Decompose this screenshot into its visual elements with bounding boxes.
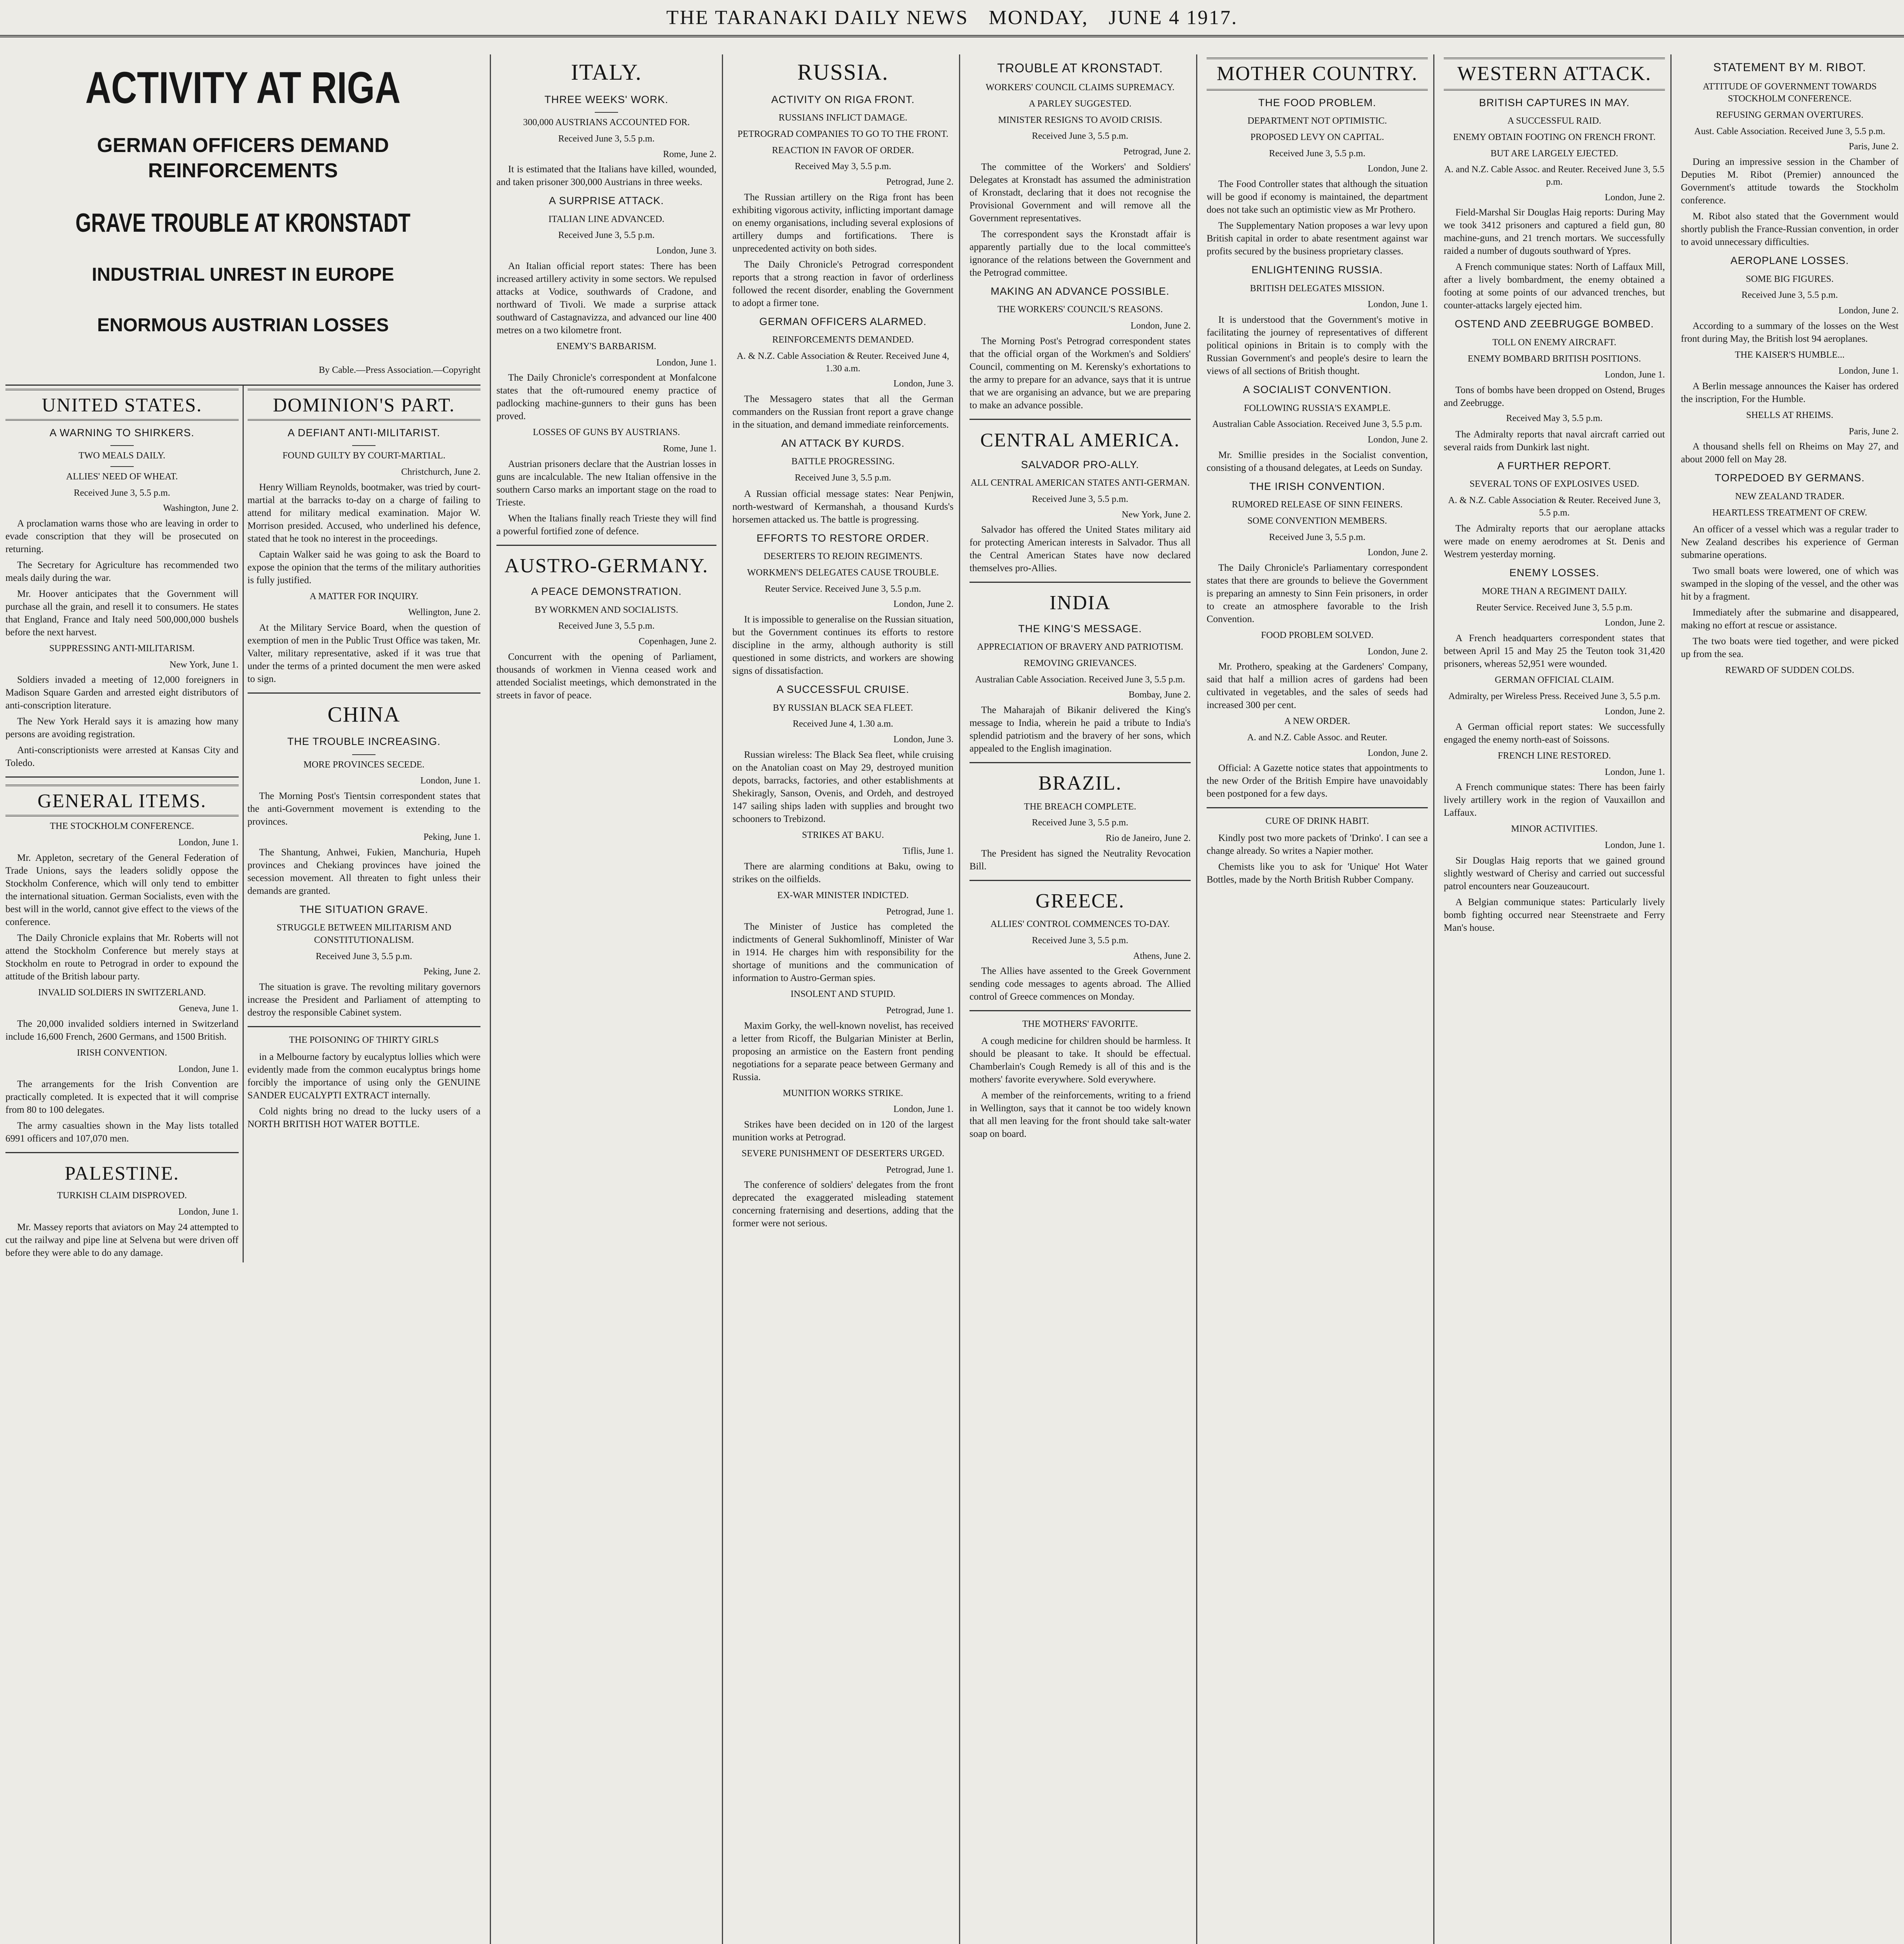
paragraph: Mr. Prothero, speaking at the Gardeners' Company, said that half a million acres of gardens had been cultivated in vegetables, and the sales of seeds had increased 300 per cent. xyxy=(1207,661,1428,711)
paragraph: A thousand shells fell on Rheims on May 27, and about 2000 fell on May 28. xyxy=(1681,441,1899,465)
paragraph: Salvador has offered the United States military aid for protecting American interests in Salvador. Thus all the Central American States have now declared themselves pro-Allies. xyxy=(969,524,1191,574)
place-date: London, June 1. xyxy=(178,1064,239,1074)
place-date: London, June 1. xyxy=(1838,366,1899,376)
subhead: A PEACE DEMONSTRATION. xyxy=(531,586,682,598)
paragraph: A German official report states: We successfully engaged the enemy north-east of Soissons. xyxy=(1444,721,1665,745)
subhead: MUNITION WORKS STRIKE. xyxy=(783,1088,903,1098)
paragraph: The Morning Post's Petrograd correspondent states that the official organ of the Workmen's and Soldiers' Council, commenting on M. Kerensky's exhortations to the army to prepare for an advance, says that it is untrue that we are organising an advance, but we are preparing to make an advance possible. xyxy=(969,336,1191,411)
paragraph: Captain Walker said he was going to ask the Board to expose the opinion that the terms of the military authorities is fully justified. xyxy=(247,549,480,586)
paragraph: Mr. Massey reports that aviators on May 24 attempted to cut the railway and pipe line at Selvena but were driven off before they were able to do any damage. xyxy=(5,1222,239,1258)
advert-text: Kindly post two more packets of 'Drinko'. I can see a change already. So writes a Napier mother. xyxy=(1207,832,1428,856)
subhead: ALLIES' NEED OF WHEAT. xyxy=(66,471,178,482)
lead-subhead-1: GERMAN OFFICERS DEMAND REINFORCEMENTS xyxy=(97,134,389,182)
paragraph: The Admiralty reports that our aeroplane attacks were made on enemy aerodromes at St. Denis and Westrem yesterday morning. xyxy=(1444,523,1665,560)
paragraph: The Maharajah of Bikanir delivered the King's message to India, wherein he paid a tribute to India's splendid patriotism and the bravery of her sons, which appealed to the English imagination. xyxy=(969,705,1191,754)
paragraph: The New York Herald says it is amazing how many persons are avoiding registration. xyxy=(5,716,239,740)
paragraph: Two small boats were lowered, one of which was swamped in the sloping of the vessel, and the other was hit by a fragment. xyxy=(1681,566,1899,602)
dateline: Received June 3, 5.5 p.m. xyxy=(316,951,412,962)
subhead: A WARNING TO SHIRKERS. xyxy=(49,427,195,439)
dateline: Australian Cable Association. Received June 3, 5.5 p.m. xyxy=(975,674,1185,685)
paragraph: During an impressive session in the Chamber of Deputies M. Ribot (Premier) announced the Government's attitude towards the Stockholm conference. xyxy=(1681,156,1899,206)
subhead: DEPARTMENT NOT OPTIMISTIC. xyxy=(1247,116,1387,126)
subhead: MORE PROVINCES SECEDE. xyxy=(303,759,424,770)
subhead: A NEW ORDER. xyxy=(1284,716,1350,727)
paragraph: The Food Controller states that although the situation will be good if economy is maintained, the department does not take such an optimistic view as Mr Prothero. xyxy=(1207,178,1428,215)
paragraph: The situation is grave. The revolting military governors increase the President and Parliament of attempting to destroy the responsible Cabinet system. xyxy=(247,981,480,1018)
section-title: PALESTINE. xyxy=(65,1162,180,1184)
column-italy xyxy=(490,54,723,1944)
subhead: THE STOCKHOLM CONFERENCE. xyxy=(50,821,194,832)
place-date: London, June 2. xyxy=(1605,192,1665,203)
subhead: LOSSES OF GUNS BY AUSTRIANS. xyxy=(533,427,680,438)
paragraph: The Daily Chronicle explains that Mr. Roberts will not attend the Stockholm Conference but merely stays at Stockholm en route to Petrograd in order to expound the attitude of the British labour party. xyxy=(5,932,239,982)
subhead: TORPEDOED BY GERMANS. xyxy=(1714,472,1865,484)
place-date: New York, June 2. xyxy=(1121,509,1191,520)
paragraph: Tons of bombs have been dropped on Ostend, Bruges and Zeebrugge. xyxy=(1444,385,1665,408)
dateline: Aust. Cable Association. Received June 3, 5.5 p.m. xyxy=(1694,126,1885,136)
place-date: London, June 2. xyxy=(1838,305,1899,316)
paragraph: The 20,000 invalided soldiers interned in Switzerland include 16,600 French, 2600 Germans, and 1500 British. xyxy=(5,1019,239,1042)
subhead: ALL CENTRAL AMERICAN STATES ANTI-GERMAN. xyxy=(970,478,1190,488)
column-western-attack xyxy=(1438,54,1672,1944)
place-date: London, June 1. xyxy=(420,776,480,786)
subhead: MINISTER RESIGNS TO AVOID CRISIS. xyxy=(998,115,1162,125)
subhead: GERMAN OFFICERS ALARMED. xyxy=(759,315,927,327)
subhead: ENEMY LOSSES. xyxy=(1509,567,1600,579)
section-title: INDIA xyxy=(1049,592,1111,614)
place-date: Rio de Janeiro, June 2. xyxy=(1106,833,1191,844)
paragraph: Mr. Appleton, secretary of the General Federation of Trade Unions, says the leaders solidly oppose the Stockholm Conference, which will only tend to embitter the international situation. German Socialists, even with the best will in the world, cannot give effect to the views of the conference. xyxy=(5,852,239,927)
paragraph: A French communique states: There has been fairly lively artillery work in the region of Vauxaillon and Laffaux. xyxy=(1444,782,1665,818)
subhead: ENEMY'S BARBARISM. xyxy=(556,341,657,351)
dateline: A. & N.Z. Cable Association & Reuter. Received June 3, 5.5 p.m. xyxy=(1448,495,1661,518)
place-date: London, June 2. xyxy=(1368,748,1428,758)
subhead: A SUCCESSFUL CRUISE. xyxy=(776,684,910,696)
sub-column-dominion xyxy=(244,386,481,1262)
subhead: BY WORKMEN AND SOCIALISTS. xyxy=(535,605,678,615)
subhead: INSOLENT AND STUPID. xyxy=(790,989,896,1000)
place-date: London, June 2. xyxy=(1605,706,1665,717)
subhead: BY RUSSIAN BLACK SEA FLEET. xyxy=(773,703,913,713)
section-title: CENTRAL AMERICA. xyxy=(980,428,1180,451)
paragraph: Soldiers invaded a meeting of 12,000 foreigners in Madison Square Garden and arrested eight distributors of anti-conscription literature. xyxy=(5,675,239,711)
dateline: Received May 3, 5.5 p.m. xyxy=(795,161,891,172)
place-date: Copenhagen, June 2. xyxy=(639,636,716,647)
place-date: London, June 2. xyxy=(1368,547,1428,558)
subhead: TURKISH CLAIM DISPROVED. xyxy=(57,1191,187,1201)
sub-column-us xyxy=(5,386,244,1262)
subhead: HEARTLESS TREATMENT OF CREW. xyxy=(1712,507,1867,518)
section-title: CHINA xyxy=(327,702,400,727)
paragraph: It is estimated that the Italians have killed, wounded, and taken prisoner 300,000 Austrians in three weeks. xyxy=(496,164,716,188)
paragraph: There are alarming conditions at Baku, owing to strikes on the oilfields. xyxy=(732,861,954,885)
subhead: INVALID SOLDIERS IN SWITZERLAND. xyxy=(38,987,206,998)
paragraph: A Berlin message announces the Kaiser has ordered the inscription, For the Humble. xyxy=(1681,381,1899,404)
dateline: Received June 3, 5.5 p.m. xyxy=(73,488,170,498)
subhead: TWO MEALS DAILY. xyxy=(79,451,166,461)
subhead: MAKING AN ADVANCE POSSIBLE. xyxy=(990,285,1170,297)
paragraph: An officer of a vessel which was a regular trader to New Zealand describes his experience of German submarine operations. xyxy=(1681,524,1899,561)
subhead: FRENCH LINE RESTORED. xyxy=(1498,750,1611,761)
section-title: MOTHER COUNTRY. xyxy=(1207,58,1428,91)
subhead: THE IRISH CONVENTION. xyxy=(1249,480,1385,492)
advert-text: in a Melbourne factory by eucalyptus lollies which were evidently made from the common eucalyptus brings home forcibly the importance of using only the GENUINE SANDER EUCALYPTI EXTRACT internally. xyxy=(247,1051,480,1101)
paragraph: At the Military Service Board, when the question of exemption of men in the Public Trust Office was taken, Mr. Valter, military representative, asked if it was true that under the terms of a printed document the men were asked to sign. xyxy=(247,622,480,684)
place-date: Peking, June 2. xyxy=(423,967,480,977)
place-date: London, June 2. xyxy=(1368,434,1428,445)
place-date: London, June 3. xyxy=(656,246,716,256)
paragraph: Strikes have been decided on in 120 of the largest munition works at Petrograd. xyxy=(732,1119,954,1143)
dateline: Received May 3, 5.5 p.m. xyxy=(1506,413,1603,423)
column-statement xyxy=(1675,54,1904,1944)
place-date: Washington, June 2. xyxy=(163,503,239,514)
dateline: Received June 3, 5.5 p.m. xyxy=(558,621,655,631)
paragraph: The correspondent says the Kronstadt affair is apparently partially due to the local committee's ignorance of the relations between the Government and the Petrograd committee. xyxy=(969,229,1191,278)
subhead: IRISH CONVENTION. xyxy=(77,1048,167,1058)
subhead: OSTEND AND ZEEBRUGGE BOMBED. xyxy=(1455,318,1654,330)
paragraph: The Daily Chronicle's Petrograd correspondent reports that a strong reaction in favor of orderliness followed the recent disorder, enabling the Government to adopt a firmer tone. xyxy=(732,259,954,308)
paragraph: The Minister of Justice has completed the indictments of General Sukhomlinoff, Minister of War in 1914. He charges him with responsibility for the shortage of munitions and the communication of information to Austro-German spies. xyxy=(732,921,954,984)
paragraph: When the Italians finally reach Trieste they will find a powerful fortified zone of defence. xyxy=(496,513,716,537)
subhead: AN ATTACK BY KURDS. xyxy=(781,437,905,449)
lead-subhead-2: GRAVE TROUBLE AT KRONSTADT xyxy=(75,208,410,238)
place-date: London, June 1. xyxy=(178,1207,239,1217)
subhead: SALVADOR PRO-ALLY. xyxy=(1021,458,1139,470)
place-date: Paris, June 2. xyxy=(1849,426,1899,437)
subhead: THE FOOD PROBLEM. xyxy=(1258,96,1376,108)
place-date: London, June 1. xyxy=(1605,840,1665,850)
section-title: TROUBLE AT KRONSTADT. xyxy=(997,61,1163,75)
column-russia xyxy=(727,54,960,1944)
advert-heading: THE MOTHERS' FAVORITE. xyxy=(1022,1019,1138,1030)
place-date: Geneva, June 1. xyxy=(179,1003,239,1014)
subhead: MINOR ACTIVITIES. xyxy=(1511,824,1598,834)
subhead: PETROGRAD COMPANIES TO GO TO THE FRONT. xyxy=(737,129,949,139)
paragraph: The Daily Chronicle's Parliamentary correspondent states that there are grounds to believe the Government is preparing an amnesty to Sinn Fein prisoners, in order to create an atmosphere favorable to the Irish Convention. xyxy=(1207,562,1428,624)
subhead: REMOVING GRIEVANCES. xyxy=(1024,658,1137,669)
paragraph: It is understood that the Government's motive in facilitating the journey of representatives of different political opinions in Britain is to comply with the Russian Government's and people's desire to learn the views of all sections of British thought. xyxy=(1207,314,1428,376)
subhead: REFUSING GERMAN OVERTURES. xyxy=(1716,110,1864,120)
advert-text: Chemists like you to ask for 'Unique' Hot Water Bottles, made by the North British Rubber Company. xyxy=(1207,861,1428,885)
place-date: Rome, June 2. xyxy=(663,149,716,159)
subhead: 300,000 AUSTRIANS ACCOUNTED FOR. xyxy=(523,117,690,128)
dateline: A. and N.Z. Cable Assoc. and Reuter. xyxy=(1247,732,1387,743)
subhead: RUSSIANS INFLICT DAMAGE. xyxy=(779,113,907,123)
dateline: Received June 3, 5.5 p.m. xyxy=(558,133,655,144)
main-headline: ACTIVITY AT RIGA xyxy=(85,63,401,113)
subhead: SOME CONVENTION MEMBERS. xyxy=(1247,516,1387,526)
paragraph: The committee of the Workers' and Soldiers' Delegates at Kronstadt has assumed the administration of Kronstadt, declaring that it does not recognise the Provisional Government and will remove all the Government representatives. xyxy=(969,161,1191,224)
place-date: Athens, June 2. xyxy=(1133,951,1191,961)
paragraph: The Supplementary Nation proposes a war levy upon British capital in order to abate resentment against war profits secured by the business proprietary classes. xyxy=(1207,220,1428,257)
dateline: Received June 3, 5.5 p.m. xyxy=(1269,148,1366,159)
subhead: SEVERE PUNISHMENT OF DESERTERS URGED. xyxy=(741,1149,945,1159)
paragraph: Maxim Gorky, the well-known novelist, has received a letter from Ricoff, the Bulgarian Minister at Berlin, proposing an armistice on the Eastern front pending negotiations for a separate peace between Germany and Russia. xyxy=(732,1020,954,1082)
subhead: A FURTHER REPORT. xyxy=(1497,460,1612,472)
dateline: A. & N.Z. Cable Association & Reuter. Received June 4, 1.30 a.m. xyxy=(737,351,949,374)
subhead: DESERTERS TO REJOIN REGIMENTS. xyxy=(763,551,922,562)
dateline: Received June 3, 5.5 p.m. xyxy=(1032,818,1128,828)
section-title: WESTERN ATTACK. xyxy=(1444,58,1665,91)
paragraph: Henry William Reynolds, bootmaker, was tried by court-martial at the barracks to-day on a charge of failing to attend for military medical examination. Major W. Morrison presided. Accused, who underlined his defence, stated that he took no interest in the proceedings. xyxy=(247,482,480,544)
subhead: STRUGGLE BETWEEN MILITARISM AND CONSTITUTIONALISM. xyxy=(276,923,451,945)
paragraph: A French communique states: North of Laffaux Mill, after a lively bombardment, the enemy obtained a footing at some points of our advanced trenches, but counter-attacks largely ejected him. xyxy=(1444,262,1665,311)
place-date: London, June 1. xyxy=(1605,767,1665,777)
newspaper-title: THE TARANAKI DAILY NEWS xyxy=(666,6,969,29)
subhead: REWARD OF SUDDEN COLDS. xyxy=(1725,665,1855,676)
byline: By Cable.—Press Association.—Copyright xyxy=(319,365,480,375)
place-date: London, June 1. xyxy=(656,357,716,368)
paragraph: The arrangements for the Irish Convention are practically completed. It is expected that it will comprise from 80 to 100 delegates. xyxy=(5,1079,239,1115)
subhead: ATTITUDE OF GOVERNMENT TOWARDS STOCKHOLM CONFERENCE. xyxy=(1703,81,1877,104)
paragraph: Mr. Smillie presides in the Socialist convention, consisting of a thousand delegates, at Leeds on Sunday. xyxy=(1207,449,1428,473)
paragraph: An Italian official report states: There has been increased artillery activity in some sectors. We repulsed attacks at Vodice, southwards of Cradone, and northward of Tivoli. We made a surprise attack southward of Castagnavizza, and advanced our line 400 metres on a two kilometre front. xyxy=(496,260,716,336)
column-mother-country xyxy=(1201,54,1434,1944)
subhead: ITALIAN LINE ADVANCED. xyxy=(548,214,665,224)
dateline: Australian Cable Association. Received June 3, 5.5 p.m. xyxy=(1212,419,1422,430)
subhead: ENEMY BOMBARD BRITISH POSITIONS. xyxy=(1467,353,1641,364)
place-date: Petrograd, June 1. xyxy=(886,906,954,917)
paragraph: Immediately after the submarine and disappeared, making no effort at rescue or assistance. xyxy=(1681,607,1899,631)
place-date: London, June 1. xyxy=(1605,370,1665,380)
section-title: BRAZIL. xyxy=(1038,772,1122,795)
dateline: Reuter Service. Received June 3, 5.5 p.m. xyxy=(765,584,921,594)
paragraph: Sir Douglas Haig reports that we gained ground slightly westward of Cherisy and carried out successful patrol encounters near Gouzeaucourt. xyxy=(1444,855,1665,892)
place-date: London, June 1. xyxy=(893,1104,954,1115)
paragraph: Austrian prisoners declare that the Austrian losses in guns are incalculable. The new Italian offensive in the southern Carso marks an important stage on the road to Trieste. xyxy=(496,458,716,508)
paragraph: A Belgian communique states: Particularly lively bomb fighting occurred near Steenstraete and Ferry Man's house. xyxy=(1444,897,1665,933)
subhead: AEROPLANE LOSSES. xyxy=(1730,254,1849,266)
paragraph: A Russian official message states: Near Penjwin, north-westward of Kermanshah, a thousand Kurds's horsemen attacked us. The battle is progressing. xyxy=(732,488,954,525)
subhead: NEW ZEALAND TRADER. xyxy=(1735,491,1845,502)
subhead: A DEFIANT ANTI-MILITARIST. xyxy=(287,427,440,439)
subhead: A SUCCESSFUL RAID. xyxy=(1507,116,1602,126)
dateline: Reuter Service. Received June 3, 5.5 p.m. xyxy=(1476,602,1633,613)
place-date: Tiflis, June 1. xyxy=(902,846,954,857)
paragraph: A member of the reinforcements, writing to a friend in Wellington, says that it cannot be too widely known that all men leaving for the front should take salt-water soap on board. xyxy=(969,1090,1191,1140)
subhead: A SOCIALIST CONVENTION. xyxy=(1243,383,1392,395)
place-date: London, June 2. xyxy=(1368,164,1428,174)
subhead: EFFORTS TO RESTORE ORDER. xyxy=(756,532,929,544)
paragraph: The Secretary for Agriculture has recommended two meals daily during the war. xyxy=(5,559,239,583)
subhead: REINFORCEMENTS DEMANDED. xyxy=(772,335,914,345)
place-date: Paris, June 2. xyxy=(1849,142,1899,152)
subhead: THE TROUBLE INCREASING. xyxy=(287,735,441,747)
subhead: A MATTER FOR INQUIRY. xyxy=(309,591,419,601)
dateline: Received June 3, 5.5 p.m. xyxy=(795,473,891,483)
paragraph: A proclamation warns those who are leaving in order to evade conscription that they will be prosecuted on returning. xyxy=(5,518,239,554)
subhead: PROPOSED LEVY ON CAPITAL. xyxy=(1250,132,1384,142)
subhead: SHELLS AT RHEIMS. xyxy=(1746,410,1834,420)
paragraph: A French headquarters correspondent states that between April 15 and May 25 the Teuton took 31,420 prisoners, whereas 52,951 were wounded. xyxy=(1444,633,1665,669)
subhead: THE BREACH COMPLETE. xyxy=(1024,801,1136,812)
paragraph: The Daily Chronicle's correspondent at Monfalcone states that the oft-rumoured enemy practice of padlocking machine-gunners to their guns has been proved. xyxy=(496,372,716,422)
section-title: ITALY. xyxy=(571,59,642,85)
subhead: WORKMEN'S DELEGATES CAUSE TROUBLE. xyxy=(747,568,939,578)
section-title: UNITED STATES. xyxy=(5,389,239,421)
place-date: London, June 2. xyxy=(1605,618,1665,628)
section-title: DOMINION'S PART. xyxy=(248,389,481,421)
subhead: A PARLEY SUGGESTED. xyxy=(1029,98,1132,109)
subhead: BUT ARE LARGELY EJECTED. xyxy=(1490,148,1618,159)
paragraph: Official: A Gazette notice states that appointments to the new Order of the British Empire have unavoidably been postponed for a few days. xyxy=(1207,763,1428,799)
subhead: REACTION IN FAVOR OF ORDER. xyxy=(772,145,914,156)
place-date: London, June 3. xyxy=(893,734,954,745)
dateline: Received June 3, 5.5 p.m. xyxy=(1742,290,1838,301)
dateline: Admiralty, per Wireless Press. Received June 3, 5.5 p.m. xyxy=(1448,691,1660,701)
paragraph: M. Ribot also stated that the Government would shortly publish the France-Russian convention, in order to avoid unnecessary difficulties. xyxy=(1681,211,1899,247)
subhead: BRITISH CAPTURES IN MAY. xyxy=(1479,96,1630,108)
subhead: ALLIES' CONTROL COMMENCES TO-DAY. xyxy=(990,919,1170,930)
section-title: GENERAL ITEMS. xyxy=(5,785,239,816)
dateline: Received June 3, 5.5 p.m. xyxy=(558,230,655,241)
place-date: Petrograd, June 2. xyxy=(886,177,954,187)
subhead: ENLIGHTENING RUSSIA. xyxy=(1251,264,1383,276)
subhead: EX-WAR MINISTER INDICTED. xyxy=(777,890,909,901)
place-date: Rome, June 1. xyxy=(663,443,716,454)
paragraph: The Russian artillery on the Riga front has been exhibiting vigorous activity, inflicting important damage on enemy organisations, including several explosions of artillery dumps and fortifications. There is unprecedented activity on both sides. xyxy=(732,192,954,254)
place-date: London, June 1. xyxy=(178,837,239,848)
column-kronstadt xyxy=(964,54,1197,1944)
dateline: Received June 3, 5.5 p.m. xyxy=(1269,532,1366,542)
subhead: ENEMY OBTAIN FOOTING ON FRENCH FRONT. xyxy=(1453,132,1656,142)
advert-text: Cold nights bring no dread to the lucky users of a NORTH BRITISH HOT WATER BOTTLE. xyxy=(247,1106,480,1129)
subhead: MORE THAN A REGIMENT DAILY. xyxy=(1482,586,1627,596)
subhead: SOME BIG FIGURES. xyxy=(1745,274,1834,284)
paragraph: Anti-conscriptionists were arrested at Kansas City and Toledo. xyxy=(5,745,239,769)
paragraph: The army casualties shown in the May lists totalled 6991 officers and 107,070 men. xyxy=(5,1121,239,1144)
subhead: TOLL ON ENEMY AIRCRAFT. xyxy=(1492,337,1616,348)
paragraph: It is impossible to generalise on the Russian situation, but the Government continues its efforts to restore discipline in the army, although authority is still questioned in some districts, and workers are showing signs of dissatisfaction. xyxy=(732,614,954,677)
paragraph: The conference of soldiers' delegates from the front deprecated the exaggerated misleading statement concerning fraternising and desertions, adding that the former were not serious. xyxy=(732,1180,954,1229)
advert-text: A cough medicine for children should be harmless. It should be pleasant to take. It should be effectual. Chamberlain's Cough Remedy is all of this and is the mothers' favorite everywhere. Sold everywhere. xyxy=(969,1036,1191,1085)
paragraph: The Shantung, Anhwei, Fukien, Manchuria, Hupeh provinces and Chekiang provinces have joined the secession movement. All threaten to fight unless their demands are granted. xyxy=(247,847,480,896)
place-date: Christchurch, June 2. xyxy=(401,467,480,477)
dateline: Received June 4, 1.30 a.m. xyxy=(793,719,893,729)
place-date: London, June 3. xyxy=(893,379,954,389)
dateline: Received June 3, 5.5 p.m. xyxy=(1032,935,1128,946)
subhead: THE KING'S MESSAGE. xyxy=(1018,622,1142,635)
section-title: RUSSIA. xyxy=(797,59,889,85)
place-date: London, June 2. xyxy=(893,599,954,610)
section-title: AUSTRO-GERMANY. xyxy=(504,554,709,577)
lead-subhead-3: INDUSTRIAL UNREST IN EUROPE xyxy=(92,264,394,285)
subhead: SUPPRESSING ANTI-MILITARISM. xyxy=(49,643,195,654)
subhead: FOOD PROBLEM SOLVED. xyxy=(1261,630,1374,640)
paragraph: Mr. Hoover anticipates that the Government will purchase all the grain, and resell it to consumers. He states that England, France and Italy need 500,000,000 bushels before the next harvest. xyxy=(5,588,239,638)
column-1 xyxy=(0,54,486,1944)
place-date: Petrograd, June 2. xyxy=(1123,146,1191,157)
paragraph: According to a summary of the losses on the West front during May, the British lost 94 aeroplanes. xyxy=(1681,320,1899,344)
dateline: A. and N.Z. Cable Assoc. and Reuter. Received June 3, 5.5 p.m. xyxy=(1444,164,1665,187)
advert-heading: CURE OF DRINK HABIT. xyxy=(1265,816,1369,827)
place-date: London, June 1. xyxy=(1368,299,1428,310)
advert-heading: THE POISONING OF THIRTY GIRLS xyxy=(289,1035,439,1045)
paragraph: The Morning Post's Tientsin correspondent states that the anti-Government movement is extending to the provinces. xyxy=(247,790,480,827)
issue-date: JUNE 4 1917. xyxy=(1108,6,1238,29)
place-date: London, June 2. xyxy=(1368,646,1428,657)
place-date: New York, June 1. xyxy=(169,659,239,670)
subhead: THREE WEEKS' WORK. xyxy=(544,93,669,105)
subhead: A SURPRISE ATTACK. xyxy=(548,195,664,207)
subhead: THE WORKERS' COUNCIL'S REASONS. xyxy=(997,304,1163,315)
issue-day: MONDAY, xyxy=(989,6,1088,29)
section-title: GREECE. xyxy=(1035,890,1125,912)
paragraph: The Messagero states that all the German commanders on the Russian front report a grave change in the situation, and demand immediate reinforcements. xyxy=(732,393,954,430)
paragraph: The Allies have assented to the Greek Government sending code messages to agents abroad. The Allied control of Greece commences on Monday. xyxy=(969,966,1191,1002)
subhead: BRITISH DELEGATES MISSION. xyxy=(1250,283,1385,294)
subhead: SEVERAL TONS OF EXPLOSIVES USED. xyxy=(1469,479,1639,489)
paragraph: The two boats were tied together, and were picked up from the sea. xyxy=(1681,636,1899,660)
place-date: Petrograd, June 1. xyxy=(886,1005,954,1016)
subhead: ACTIVITY ON RIGA FRONT. xyxy=(771,93,915,105)
subhead: WORKERS' COUNCIL CLAIMS SUPREMACY. xyxy=(985,82,1175,93)
paragraph: The President has signed the Neutrality Revocation Bill. xyxy=(969,848,1191,872)
paragraph: Russian wireless: The Black Sea fleet, while cruising on the Anatolian coast on May 29, destroyed munition depots, barracks, factories, and other establishments at Shekiragly, Sanson, Ovenis, and Ordeh, and destroyed 147 sailing ships laden with supplies and brought two schooners to Trebizond. xyxy=(732,749,954,824)
place-date: Peking, June 1. xyxy=(423,832,480,842)
dateline: Received June 3, 5.5 p.m. xyxy=(1032,131,1128,142)
subhead: BATTLE PROGRESSING. xyxy=(791,456,895,467)
dateline: Received June 3, 5.5 p.m. xyxy=(1032,494,1128,504)
lead-subhead-4: ENORMOUS AUSTRIAN LOSSES xyxy=(97,315,389,336)
place-date: Wellington, June 2. xyxy=(408,607,480,618)
place-date: Bombay, June 2. xyxy=(1128,690,1191,700)
subhead: STRIKES AT BAKU. xyxy=(802,830,884,840)
subhead: APPRECIATION OF BRAVERY AND PATRIOTISM. xyxy=(977,642,1183,652)
masthead xyxy=(0,0,1904,37)
paragraph: The Admiralty reports that naval aircraft carried out several raids from Dunkirk last night. xyxy=(1444,429,1665,453)
place-date: London, June 2. xyxy=(1130,320,1191,331)
subhead: THE KAISER'S HUMBLE... xyxy=(1735,350,1845,360)
subhead: RUMORED RELEASE OF SINN FEINERS. xyxy=(1231,500,1403,510)
subhead: FOLLOWING RUSSIA'S EXAMPLE. xyxy=(1244,403,1390,413)
paragraph: Field-Marshal Sir Douglas Haig reports: During May we took 3412 prisoners and captured a field gun, 80 machine-guns, and 21 trench mortars. We successfully raided a number of dugouts southward of Ypres. xyxy=(1444,207,1665,257)
place-date: Petrograd, June 1. xyxy=(886,1164,954,1175)
section-title: STATEMENT BY M. RIBOT. xyxy=(1713,61,1866,74)
subhead: THE SITUATION GRAVE. xyxy=(299,903,428,915)
paragraph: Concurrent with the opening of Parliament, thousands of workmen in Vienna ceased work and attended Socialist meetings, which demonstrated in the streets in favor of peace. xyxy=(496,651,716,701)
subhead: FOUND GUILTY BY COURT-MARTIAL. xyxy=(282,451,445,461)
lead-story xyxy=(5,63,480,386)
subhead: GERMAN OFFICIAL CLAIM. xyxy=(1495,675,1614,685)
